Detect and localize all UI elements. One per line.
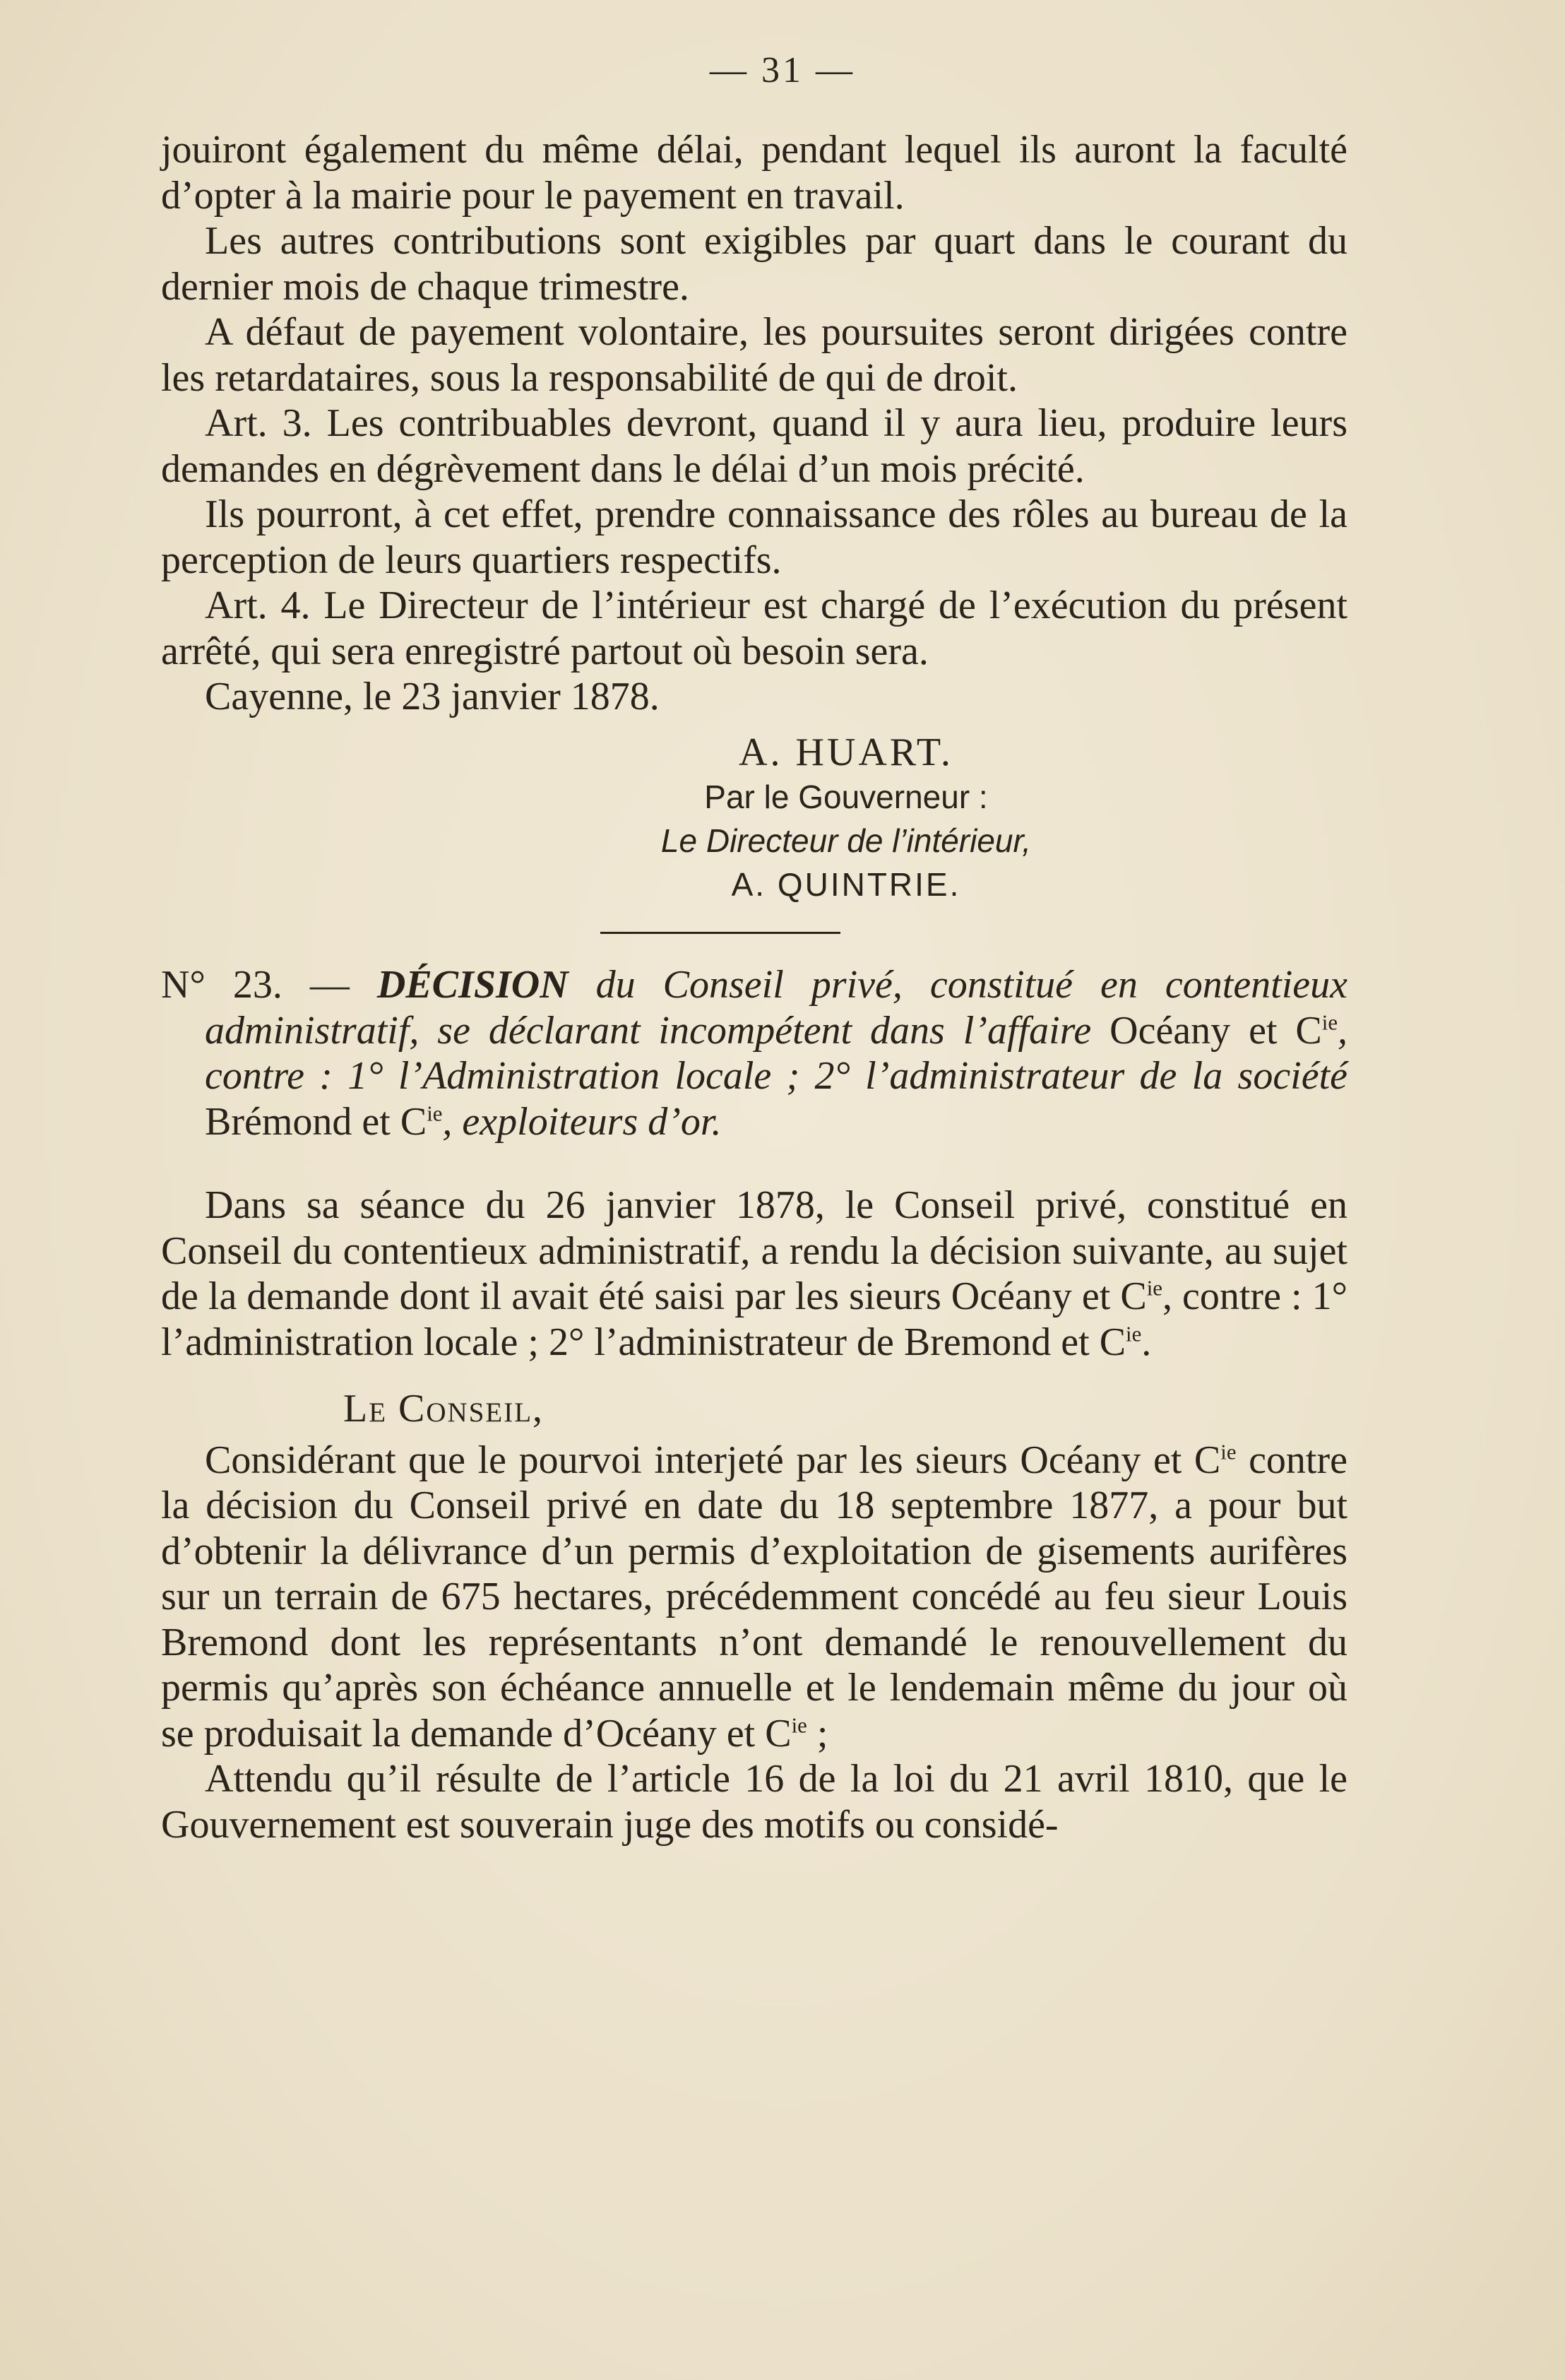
intro-sup-1: ie — [1146, 1276, 1162, 1301]
signature-name: A. HUART. — [739, 730, 953, 774]
decision-party-2-sup: ie — [427, 1101, 443, 1125]
considerant-sup-1: ie — [1220, 1439, 1237, 1464]
decision-keyword: DÉCISION — [376, 963, 569, 1007]
date-line: Cayenne, le 23 janvier 1878. — [205, 675, 660, 718]
intro-text-1: Dans sa séance du 26 janvier 1878, le Conseil privé, constitué en Conseil du contentieux administratif, a rendu la décision suivante, au sujet de la demande dont il avait été saisi par les sieurs Océany et C — [161, 1183, 1347, 1318]
considerant-text-2: contre la décision du Conseil privé en date du 18 septembre 1877, a pour but d’obtenir la délivrance d’un permis d’exploitation de gisements aurifères sur un terrain de 675 hectares, précédemment concédé au feu sieur Louis Bremond dont les représentants n’ont demandé le renouvellement du permis qu’après son échéance annuelle et le lendemain même du jour où se produisait la demande d’Océany et C — [161, 1438, 1347, 1756]
paragraph-continuation: jouiront également du même délai, pendant lequel ils auront la faculté d’opter à la mairie pour le payement en travail. — [161, 128, 1347, 218]
decision-text-1: du Conseil privé, constitué en contentieux administratif, se déclarant incompétent dans l’affaire — [205, 963, 1348, 1053]
decision-text-3: , exploiteurs d’or. — [442, 1099, 722, 1144]
separator-rule — [600, 932, 840, 934]
considerant-sup-2: ie — [791, 1712, 807, 1737]
intro-text-3: . — [1141, 1320, 1152, 1364]
decision-party-2: Brémond et C — [205, 1099, 427, 1144]
decision-text-2: , contre : 1° l’Administration locale ; 2° l’administrateur de la société — [205, 1008, 1348, 1098]
decision-party-1: Océany et C — [1109, 1008, 1322, 1053]
page-number: — 31 — — [710, 50, 855, 90]
decision-heading — [161, 962, 1347, 1144]
paragraph-intro — [161, 1183, 1347, 1365]
considerant-text-1: Considérant que le pourvoi interjeté par les sieurs Océany et C — [205, 1438, 1221, 1482]
signature-name-2: A. QUINTRIE. — [731, 866, 961, 903]
signature-title: Le Directeur de l’intérieur, — [660, 822, 1032, 859]
paragraph-considerant — [161, 1438, 1347, 1757]
decision-number: N° 23. — — [161, 963, 350, 1007]
paragraph-attendu: Attendu qu’il résulte de l’article 16 de la loi du 21 avril 1810, que le Gouvernement est souverain juge des motifs ou considé- — [161, 1757, 1347, 1847]
decision-party-1-sup: ie — [1321, 1010, 1338, 1034]
intro-text-2: , contre : 1° l’administration locale ; 2° l’administrateur de Bremond et C — [161, 1274, 1348, 1364]
intro-sup-2: ie — [1126, 1321, 1142, 1346]
signature-by: Par le Gouverneur : — [704, 778, 988, 815]
paragraph-roles: Ils pourront, à cet effet, prendre connaissance des rôles au bureau de la perception de leurs quartiers respectifs. — [161, 492, 1347, 582]
paragraph-poursuites: A défaut de payement volontaire, les poursuites seront dirigées contre les retardataires, sous la responsabilité de qui de droit. — [161, 310, 1347, 400]
paragraph-article-4: Art. 4. Le Directeur de l’intérieur est chargé de l’exécution du présent arrêté, qui sera enregistré partout où besoin sera. — [161, 584, 1347, 673]
paragraph-contributions: Les autres contributions sont exigibles par quart dans le courant du dernier mois de chaque trimestre. — [161, 219, 1347, 309]
paragraph-article-3: Art. 3. Les contribuables devront, quand il y aura lieu, produire leurs demandes en dégrèvement dans le délai d’un mois précité. — [161, 401, 1347, 491]
spacer — [161, 1144, 1347, 1183]
conseil-heading: Le Conseil, — [343, 1387, 545, 1431]
considerant-text-3: ; — [807, 1711, 828, 1756]
document-body — [161, 127, 1347, 1847]
